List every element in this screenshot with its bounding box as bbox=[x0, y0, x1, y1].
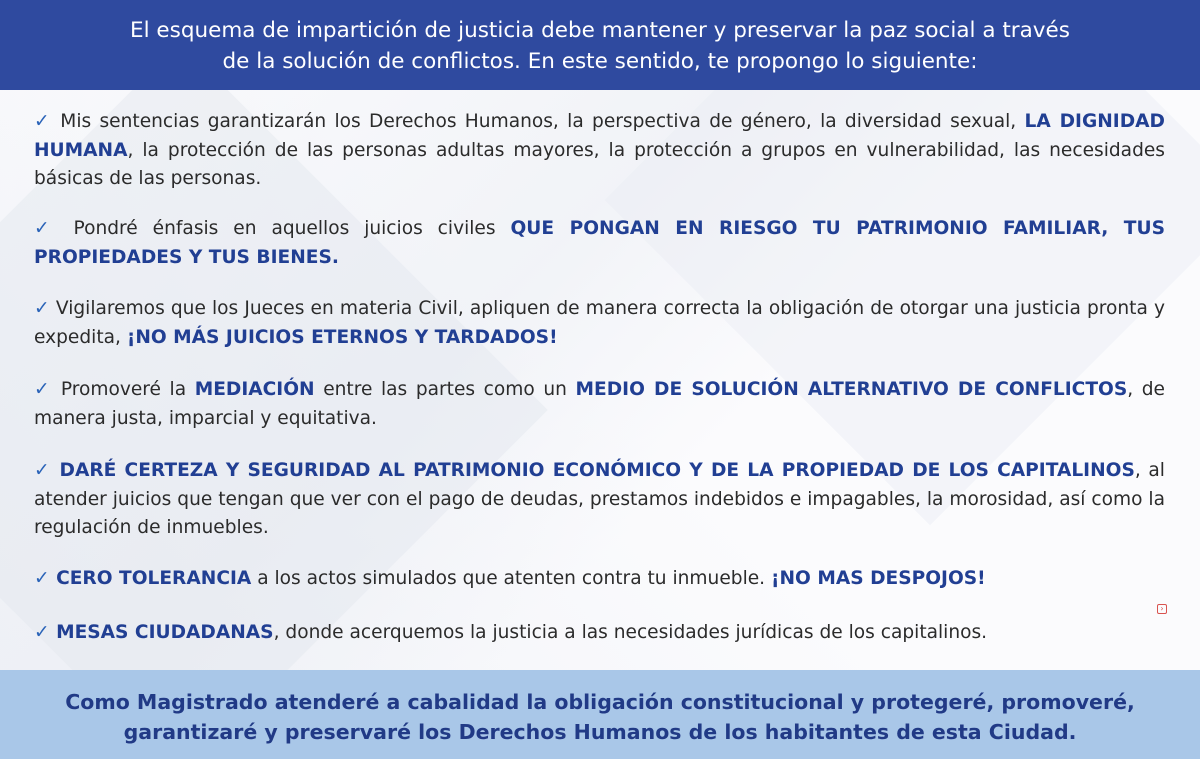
item-text: Pondré énfasis en aquellos juicios civiles bbox=[58, 218, 511, 239]
header-banner bbox=[0, 0, 1200, 90]
check-icon: ✓ bbox=[34, 111, 52, 132]
list-item bbox=[34, 565, 1165, 594]
item-highlight: DARÉ CERTEZA Y SEGURIDAD AL PATRIMONIO ECONÓMICO Y DE LA PROPIEDAD DE LOS CAPITALINOS bbox=[51, 460, 1135, 481]
item-text: , al atender juicios que tengan que ver con el pago de deudas, prestamos indebidos e impagables, la morosidad, así como la regulación de inmuebles. bbox=[34, 460, 1165, 538]
check-icon: ✓ bbox=[34, 218, 59, 239]
item-text: Mis sentencias garantizarán los Derechos Humanos, la perspectiva de género, la diversidad sexual, bbox=[51, 111, 1025, 132]
item-text: , la protección de las personas adultas mayores, la protección a grupos en vulnerabilidad, las necesidades básicas de las personas. bbox=[34, 139, 1165, 189]
footer-line-2: garantizaré y preservaré los Derechos Humanos de los habitantes de esta Ciudad. bbox=[123, 720, 1077, 744]
item-highlight: MESAS CIUDADANAS bbox=[49, 622, 274, 643]
list-item bbox=[34, 457, 1165, 543]
check-icon: ✓ bbox=[34, 460, 52, 481]
item-highlight: CERO TOLERANCIA bbox=[49, 568, 252, 589]
item-highlight: QUE PONGAN EN RIESGO TU PATRIMONIO FAMILIAR, TUS PROPIEDADES Y TUS BIENES. bbox=[34, 218, 1165, 268]
item-text: entre las partes como un bbox=[314, 379, 576, 400]
check-icon: ✓ bbox=[34, 622, 50, 643]
item-highlight: ¡NO MAS DESPOJOS! bbox=[771, 568, 986, 589]
header-line-2: de la solución de conflictos. En este sentido, te propongo lo siguiente: bbox=[222, 49, 978, 74]
list-item bbox=[34, 215, 1165, 272]
footer-banner bbox=[0, 670, 1200, 759]
external-link-icon[interactable]: › bbox=[1157, 604, 1167, 614]
item-text: , donde acerquemos la justicia a las necesidades jurídicas de los capitalinos. bbox=[273, 622, 988, 643]
item-text: , de manera justa, imparcial y equitativa. bbox=[34, 379, 1165, 429]
item-text: a los actos simulados que atenten contra tu inmueble. bbox=[251, 568, 771, 589]
list-item bbox=[34, 295, 1165, 352]
header-line-1: El esquema de impartición de justicia debe mantener y preservar la paz social a través bbox=[130, 18, 1070, 43]
item-highlight: LA DIGNIDAD HUMANA bbox=[34, 111, 1165, 161]
list-item bbox=[34, 619, 1165, 648]
check-icon: ✓ bbox=[34, 568, 50, 589]
item-highlight: MEDIO DE SOLUCIÓN ALTERNATIVO DE CONFLICTOS bbox=[575, 379, 1128, 400]
item-highlight: MEDIACIÓN bbox=[194, 379, 315, 400]
check-icon: ✓ bbox=[34, 298, 50, 319]
list-item bbox=[34, 108, 1165, 194]
list-item bbox=[34, 376, 1165, 433]
item-highlight: ¡NO MÁS JUICIOS ETERNOS Y TARDADOS! bbox=[126, 326, 558, 348]
item-text: Promoveré la bbox=[52, 379, 195, 400]
footer-line-1: Como Magistrado atenderé a cabalidad la obligación constitucional y protegeré, promoveré, bbox=[65, 690, 1135, 714]
check-icon: ✓ bbox=[34, 379, 53, 400]
item-text: Vigilaremos que los Jueces en materia Civil, apliquen de manera correcta la obligación de otorgar una justicia pronta y expedita, bbox=[34, 298, 1165, 348]
